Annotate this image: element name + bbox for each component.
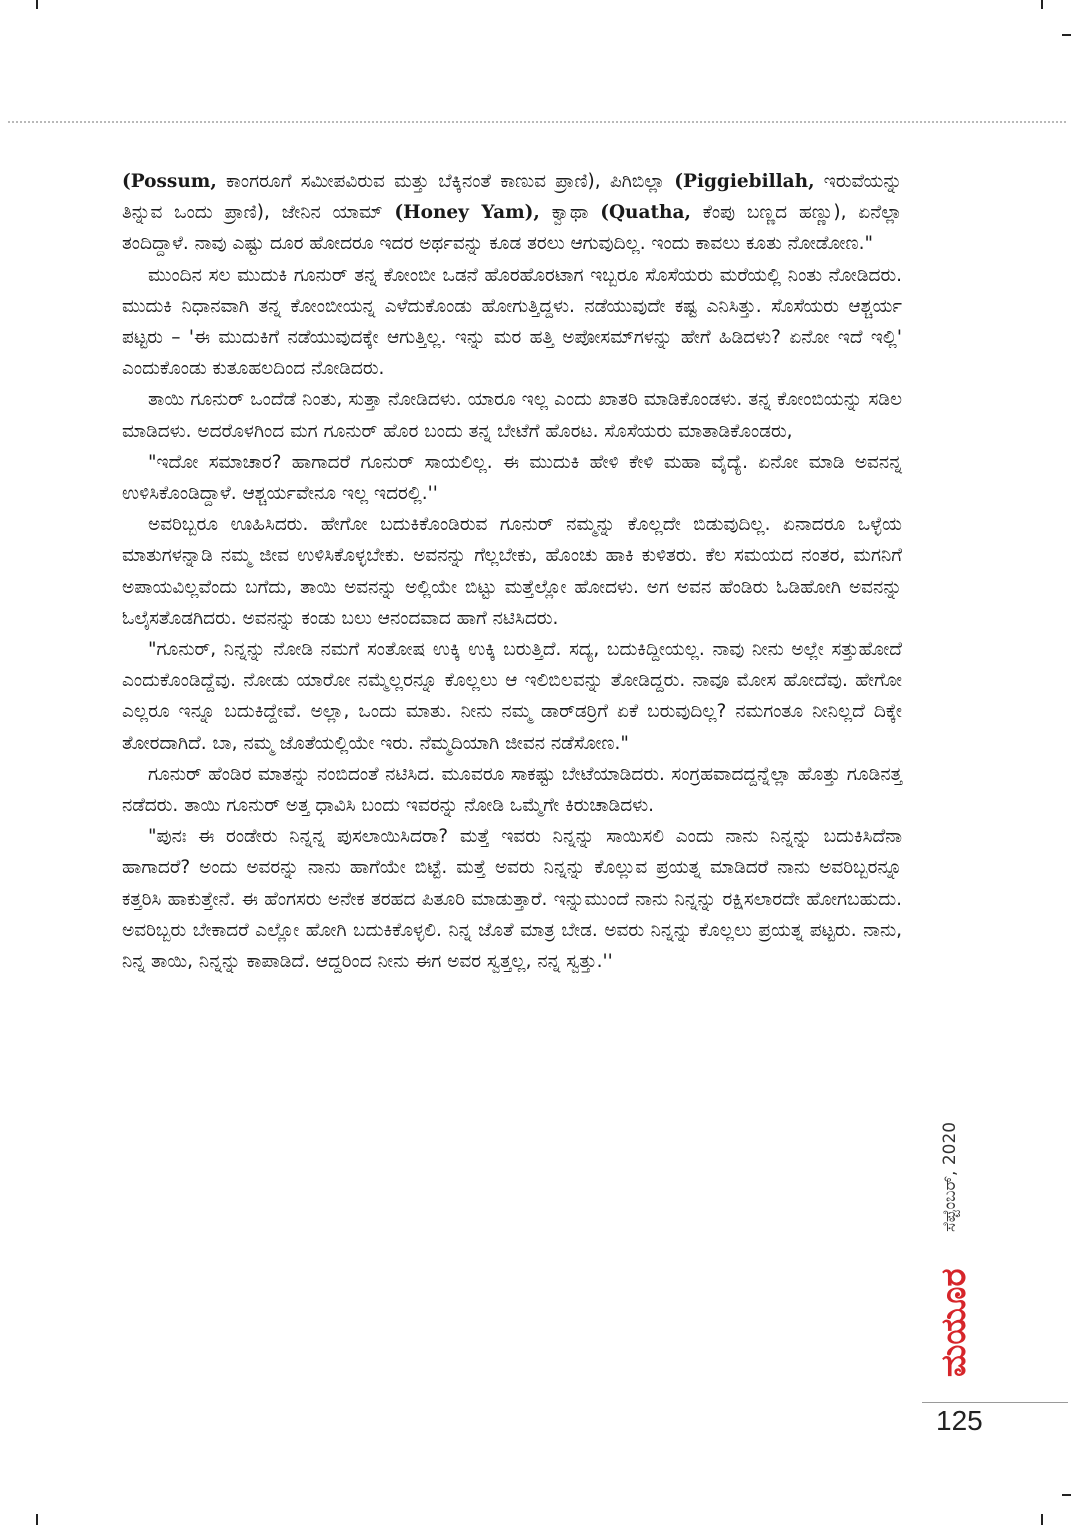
header-dotted-rule [8,121,1066,123]
text-run: "ಪುನಃ ಈ ರಂಡೇರು ನಿನ್ನನ್ನ ಪುಸಲಾಯಿಸಿದರಾ? ಮತ್ತೆ ಇವರು ನಿನ್ನನ್ನು ಸಾಯಿಸಲಿ ಎಂದು ನಾನು ನಿನ್ನನ್ನು ಬದುಕಿಸಿದೆನಾ ಹಾಗಾದರೆ? ಅಂದು ಅವರನ್ನು ನಾನು ಹಾಗೆಯೇ ಬಿಟ್ಟೆ. ಮತ್ತೆ ಅವರು ನಿನ್ನನ್ನು ಕೊಲ್ಲುವ ಪ್ರಯತ್ನ ಮಾಡಿದರೆ ನಾನು ಅವರಿಬ್ಬರನ್ನೂ ಕತ್ತರಿಸಿ ಹಾಕುತ್ತೇನೆ. ಈ ಹೆಂಗಸರು ಅನೇಕ ತರಹದ ಪಿತೂರಿ ಮಾಡುತ್ತಾರೆ. ಇನ್ನುಮುಂದೆ ನಾನು ನಿನ್ನನ್ನು ರಕ್ಷಿಸಲಾರದೇ ಹೋಗಬಹುದು. ಅವರಿಬ್ಬರು ಬೇಕಾದರೆ ಎಲ್ಲೋ ಹೋಗಿ ಬದುಕಿಕೊಳ್ಳಲಿ. ನಿನ್ನ ಜೊತೆ ಮಾತ್ರ ಬೇಡ. ಅವರು ನಿನ್ನನ್ನು ಕೊಲ್ಲಲು ಪ್ರಯತ್ನ ಪಟ್ಟರು. ನಾನು, ನಿನ್ನ ತಾಯಿ, ನಿನ್ನನ್ನು ಕಾಪಾಡಿದೆ. ಆದ್ದರಿಂದ ನೀನು ಈಗ ಅವರ ಸ್ವತ್ತಲ್ಲ, ನನ್ನ ಸ್ವತ್ತು.'' [122,826,902,973]
paragraph [122,384,902,446]
paragraph [122,166,902,260]
paragraph [122,260,902,385]
issue-date: ಸೆಪ್ಟೆಂಬರ್, 2020 [940,1121,960,1232]
text-run: ಕಾಂಗರೂಗೆ ಸಮೀಪವಿರುವ ಮತ್ತು ಬೆಕ್ಕಿನಂತೆ ಕಾಣುವ ಪ್ರಾಣಿ), ಪಿಗಿಬಿಲ್ಲಾ [216,171,675,192]
paragraph [122,821,902,977]
article-body [122,166,902,977]
crop-mark-right-lower [1062,1494,1071,1496]
text-run: "ಇದೋ ಸಮಾಚಾರ? ಹಾಗಾದರೆ ಗೂನುರ್ ಸಾಯಲಿಲ್ಲ. ಈ ಮುದುಕಿ ಹೇಳಿ ಕೇಳಿ ಮಹಾ ವೈದ್ಯೆ. ಏನೋ ಮಾಡಿ ಅವನನ್ನ ಉಳಿಸಿಕೊಂಡಿದ್ದಾಳೆ. ಆಶ್ಚರ್ಯವೇನೂ ಇಲ್ಲ ಇದರಲ್ಲಿ.'' [122,451,902,505]
text-run: ಗೂನುರ್ ಹೆಂಡಿರ ಮಾತನ್ನು ನಂಬಿದಂತೆ ನಟಿಸಿದ. ಮೂವರೂ ಸಾಕಷ್ಟು ಬೇಟೆಯಾಡಿದರು. ಸಂಗ್ರಹವಾದದ್ದನ್ನೆಲ್ಲಾ ಹೊತ್ತು ಗೂಡಿನತ್ತ ನಡೆದರು. ತಾಯಿ ಗೂನುರ್ ಅತ್ತ ಧಾವಿಸಿ ಬಂದು ಇವರನ್ನು ನೋಡಿ ಒಮ್ಮೆಗೇ ಕಿರುಚಾಡಿದಳು. [122,763,902,817]
latin-term: (Honey Yam), [394,202,540,224]
magazine-logo: ಮಯೂರ [934,1268,974,1377]
crop-mark-bottom-left [36,1514,38,1525]
text-run: ಕ್ವಾಥಾ [539,202,601,224]
magazine-sidebar [928,1082,988,1382]
latin-term: (Quatha, [600,202,691,224]
paragraph [122,447,902,509]
text-run: ಇರುವೆಯನ್ನು ತಿನ್ನುವ ಒಂದು ಪ್ರಾಣಿ), ಜೇನಿನ ಯಾಮ್ [122,171,902,224]
text-run: ಕೆಂಪು ಬಣ್ಣದ ಹಣ್ಣು), ಏನೆಲ್ಲಾ ತಂದಿದ್ದಾಳೆ. ನಾವು ಎಷ್ಟು ದೂರ ಹೋದರೂ ಇದರ ಅರ್ಥವನ್ನು ಕೂಡ ತರಲು ಆಗುವುದಿಲ್ಲ. ಇಂದು ಕಾವಲು ಕೂತು ನೋಡೋಣ." [122,202,902,255]
latin-term: (Possum, [122,171,217,192]
latin-term: (Piggiebillah, [674,171,815,192]
crop-mark-right-upper [1062,34,1071,36]
crop-mark-bottom-right [1041,1514,1043,1525]
text-run: ಅವರಿಬ್ಬರೂ ಊಹಿಸಿದರು. ಹೇಗೋ ಬದುಕಿಕೊಂಡಿರುವ ಗೂನುರ್ ನಮ್ಮನ್ನು ಕೊಲ್ಲದೇ ಬಿಡುವುದಿಲ್ಲ. ಏನಾದರೂ ಒಳ್ಳೆಯ ಮಾತುಗಳನ್ನಾಡಿ ನಮ್ಮ ಜೀವ ಉಳಿಸಿಕೊಳ್ಳಬೇಕು. ಅವನನ್ನು ಗೆಲ್ಲಬೇಕು, ಹೊಂಚು ಹಾಕಿ ಕುಳಿತರು. ಕೆಲ ಸಮಯದ ನಂತರ, ಮಗನಿಗೆ ಅಪಾಯವಿಲ್ಲವೆಂದು ಬಗೆದು, ತಾಯಿ ಅವನನ್ನು ಅಲ್ಲಿಯೇ ಬಿಟ್ಟು ಮತ್ತೆಲ್ಲೋ ಹೋದಳು. ಅಗ ಅವನ ಹೆಂಡಿರು ಓಡಿಹೋಗಿ ಅವನನ್ನು ಓಲೈಸತೊಡಗಿದರು. ಅವನನ್ನು ಕಂಡು ಬಲು ಆನಂದವಾದ ಹಾಗೆ ನಟಿಸಿದರು. [122,514,902,629]
text-run: ತಾಯಿ ಗೂನುರ್ ಒಂದೆಡೆ ನಿಂತು, ಸುತ್ತಾ ನೋಡಿದಳು. ಯಾರೂ ಇಲ್ಲ ಎಂದು ಖಾತರಿ ಮಾಡಿಕೊಂಡಳು. ತನ್ನ ಕೋಂಬಿಯನ್ನು ಸಡಿಲ ಮಾಡಿದಳು. ಅದರೊಳಗಿಂದ ಮಗ ಗೂನುರ್ ಹೊರ ಬಂದು ತನ್ನ ಬೇಟೆಗೆ ಹೊರಟ. ಸೊಸೆಯರು ಮಾತಾಡಿಕೊಂಡರು, [122,389,902,442]
crop-mark-top-left [36,0,38,9]
text-run: ಮುಂದಿನ ಸಲ ಮುದುಕಿ ಗೂನುರ್ ತನ್ನ ಕೋಂಬೀ ಒಡನೆ ಹೊರಹೊರಟಾಗ ಇಬ್ಬರೂ ಸೊಸೆಯರು ಮರೆಯಲ್ಲಿ ನಿಂತು ನೋಡಿದರು. ಮುದುಕಿ ನಿಧಾನವಾಗಿ ತನ್ನ ಕೋಂಬೀಯನ್ನ ಎಳೆದುಕೊಂಡು ಹೋಗುತ್ತಿದ್ದಳು. ನಡೆಯುವುದೇ ಕಷ್ಟ ಎನಿಸಿತ್ತು. ಸೊಸೆಯರು ಆಶ್ಚರ್ಯ ಪಟ್ಟರು – 'ಈ ಮುದುಕಿಗೆ ನಡೆಯುವುದಕ್ಕೇ ಆಗುತ್ತಿಲ್ಲ. ಇನ್ನು ಮರ ಹತ್ತಿ ಅಪೋಸಮ್‌ಗಳನ್ನು ಹೇಗೆ ಹಿಡಿದಳು? ಏನೋ ಇದೆ ಇಲ್ಲಿ' ಎಂದುಕೊಂಡು ಕುತೂಹಲದಿಂದ ನೋಡಿದರು. [122,264,902,380]
crop-mark-top-right [1041,0,1043,9]
page-number-rule [922,1402,1068,1403]
page-number: 125 [936,1405,983,1436]
paragraph [122,634,902,759]
text-run: "ಗೂನುರ್, ನಿನ್ನನ್ನು ನೋಡಿ ನಮಗೆ ಸಂತೋಷ ಉಕ್ಕಿ ಉಕ್ಕಿ ಬರುತ್ತಿದೆ. ಸದ್ಯ, ಬದುಕಿದ್ದೀಯಲ್ಲ. ನಾವು ನೀನು ಅಲ್ಲೇ ಸತ್ತುಹೋದೆ ಎಂದುಕೊಂಡಿದ್ದೆವು. ನೋಡು ಯಾರೋ ನಮ್ಮೆಲ್ಲರನ್ನೂ ಕೊಲ್ಲಲು ಆ ಇಲಿಬಿಲವನ್ನು ತೋಡಿದ್ದರು. ನಾವೂ ಮೋಸ ಹೋದೆವು. ಹೇಗೋ ಎಲ್ಲರೂ ಇನ್ನೂ ಬದುಕಿದ್ದೇವೆ. ಅಲ್ಲಾ, ಒಂದು ಮಾತು. ನೀನು ನಮ್ಮ ಡಾರ್‌ಡರ‍್ರಿಗೆ ಏಕೆ ಬರುವುದಿಲ್ಲ? ನಮಗಂತೂ ನೀನಿಲ್ಲದೆ ದಿಕ್ಕೇ ತೋರದಾಗಿದೆ. ಬಾ, ನಮ್ಮ ಜೊತೆಯಲ್ಲಿಯೇ ಇರು. ನೆಮ್ಮದಿಯಾಗಿ ಜೀವನ ನಡೆಸೋಣ." [122,639,902,754]
paragraph [122,759,902,821]
paragraph [122,509,902,634]
